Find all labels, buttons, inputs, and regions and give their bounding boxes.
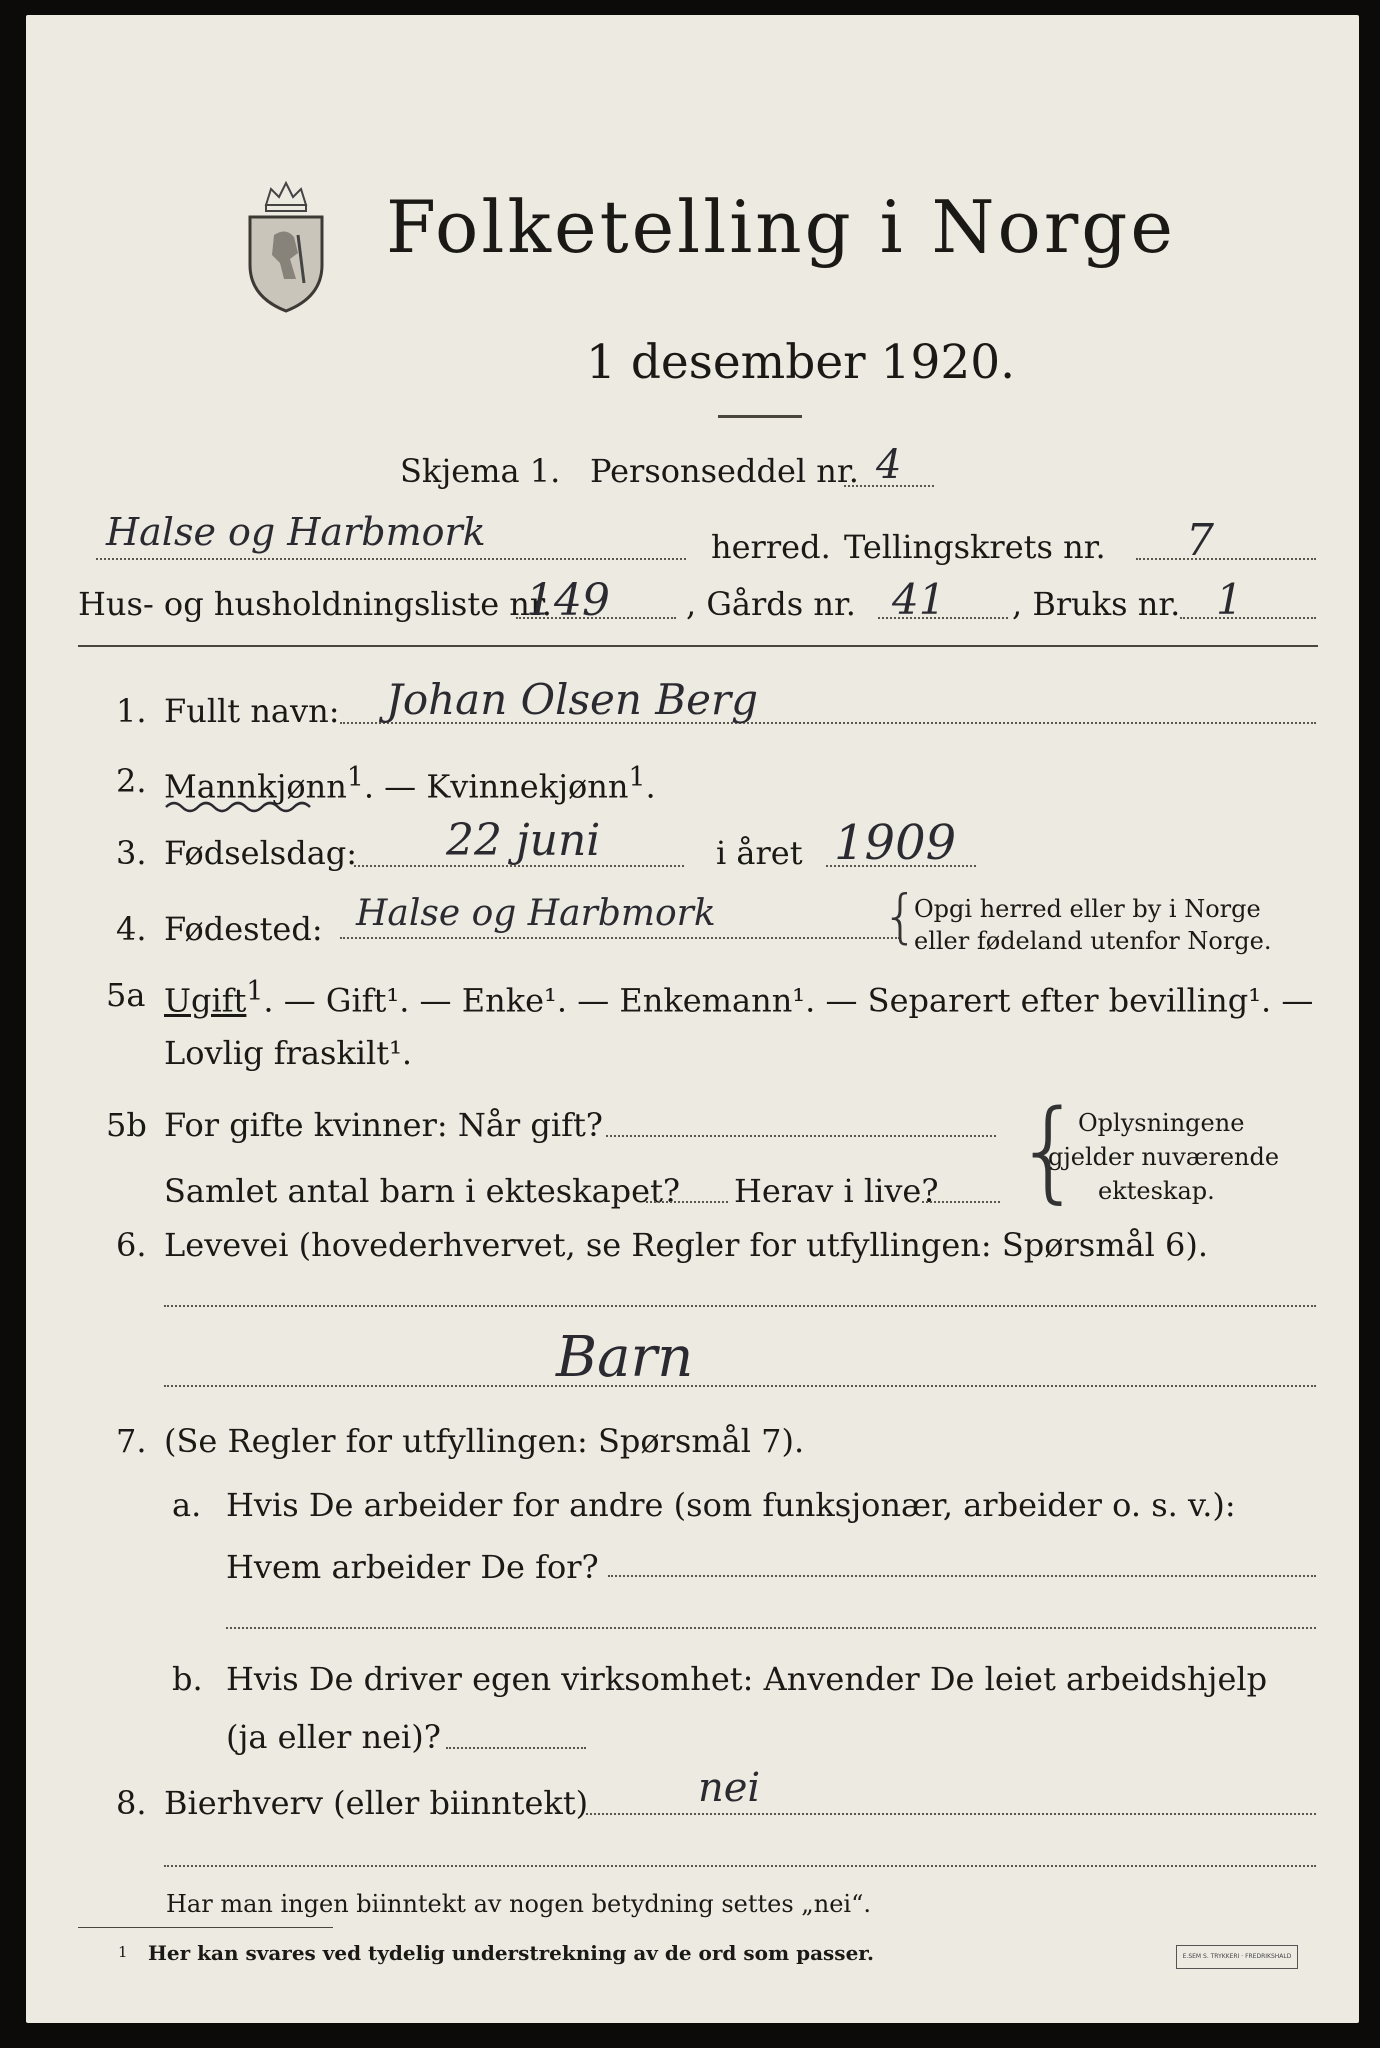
herred-value: Halse og Harbmork [106, 510, 486, 554]
footnote-rule [78, 1927, 333, 1928]
gender-separator: . — [363, 767, 417, 806]
year-label: i året [716, 834, 803, 872]
q5a-line2: Lovlig fraskilt¹. [164, 1034, 413, 1072]
title-divider [718, 415, 802, 418]
personseddel-value: 4 [876, 442, 902, 488]
q3-label: Fødselsdag: [164, 834, 358, 872]
nei-instruction: Har man ingen biinntekt av nogen betydning settes „nei“. [166, 1890, 871, 1918]
herred-label: herred. [711, 528, 831, 566]
birthday-value: 22 juni [446, 815, 601, 866]
q3-number: 3. [116, 834, 147, 872]
q6-line1 [164, 1305, 1316, 1307]
census-date: 1 desember 1920. [586, 335, 1016, 390]
q5b-note-line3: ekteskap. [1098, 1177, 1215, 1205]
tellingskrets-label: Tellingskrets nr. [844, 528, 1106, 566]
q1-number: 1. [116, 692, 147, 730]
bruks-line [1180, 617, 1316, 619]
q7b-line1: Hvis De driver egen virksomhet: Anvender De leiet arbeidshjelp [226, 1660, 1268, 1698]
gender-male: Mannkjønn [164, 767, 347, 806]
q6-line2 [164, 1385, 1316, 1387]
q8-line2 [164, 1865, 1316, 1867]
norwegian-coat-of-arms-icon [236, 175, 336, 315]
q7-number: 7. [116, 1422, 147, 1460]
gender-female: Kvinnekjønn [426, 767, 629, 806]
marital-unmarried: Ugift [164, 981, 247, 1020]
q5b-living-line [922, 1201, 1000, 1203]
hus-value: 149 [526, 575, 610, 626]
full-name-value: Johan Olsen Berg [386, 675, 758, 724]
q5b-note-line1: Oplysningene [1078, 1109, 1245, 1137]
occupation-value: Barn [556, 1325, 694, 1390]
footnote-mark: 1 [118, 1943, 128, 1961]
q5b-children-line [646, 1201, 728, 1203]
q4-line [340, 937, 900, 939]
bruks-label: , Bruks nr. [1012, 585, 1181, 623]
q5a-marital-options: Ugift$^1$. — Gift¹. — Enke¹. — Enkemann¹. — Separert efter bevilling¹. — [164, 976, 1314, 1020]
q4-note-line1: Opgi herred eller by i Norge [914, 895, 1261, 923]
printer-stamp: E.SEM S. TRYKKERI · FREDRIKSHALD [1176, 1945, 1298, 1969]
q8-label: Bierhverv (eller biinntekt) [164, 1784, 589, 1822]
gards-label: , Gårds nr. [686, 585, 856, 623]
footnote-text: Her kan svares ved tydelig understrekning av de ord som passer. [148, 1941, 874, 1965]
q7b-answer-line [446, 1747, 586, 1749]
q7-label: (Se Regler for utfyllingen: Spørsmål 7). [164, 1422, 805, 1460]
birthplace-value: Halse og Harbmork [356, 893, 716, 934]
census-form-sheet [26, 15, 1359, 2023]
tellingskrets-line [1136, 558, 1316, 560]
q2-number: 2. [116, 762, 147, 800]
gender-end: . [645, 767, 656, 806]
birth-year-value: 1909 [834, 815, 957, 871]
q8-line [586, 1813, 1316, 1815]
q2-gender-options: Mannkjønn$^1$. — Kvinnekjønn$^1$. [164, 762, 656, 806]
q7a-letter: a. [172, 1486, 202, 1524]
marital-other-options: . — Gift¹. — Enke¹. — Enkemann¹. — Separert efter bevilling¹. — [263, 981, 1314, 1020]
q7a-answer-line2 [226, 1627, 1316, 1629]
q4-number: 4. [116, 910, 147, 948]
q5b-number: 5b [106, 1106, 147, 1144]
gards-value: 41 [892, 575, 946, 624]
personseddel-label: Personseddel nr. [590, 452, 859, 490]
q5b-living: Herav i live? [734, 1172, 939, 1210]
header-rule [78, 645, 1318, 647]
q5b-when-married: For gifte kvinner: Når gift? [164, 1106, 603, 1144]
q7a-line2: Hvem arbeider De for? [226, 1548, 599, 1586]
bruks-value: 1 [1216, 575, 1243, 624]
q6-label: Levevei (hovederhvervet, se Regler for utfyllingen: Spørsmål 6). [164, 1226, 1209, 1264]
herred-line [96, 558, 686, 560]
q4-label: Fødested: [164, 910, 323, 948]
q6-number: 6. [116, 1226, 147, 1264]
q5a-number: 5a [106, 976, 146, 1014]
tellingskrets-value: 7 [1186, 515, 1214, 566]
q4-brace: { [882, 882, 919, 950]
q5b-children-total: Samlet antal barn i ekteskapet? [164, 1172, 681, 1210]
q7b-letter: b. [172, 1660, 203, 1698]
q5b-brace: { [1014, 1086, 1084, 1214]
schema-label: Skjema 1. [400, 452, 561, 490]
q5b-when-line [606, 1135, 996, 1137]
male-underline-mark [164, 797, 314, 813]
q1-label: Fullt navn: [164, 692, 340, 730]
q8-number: 8. [116, 1784, 147, 1822]
q4-note-line2: eller fødeland utenfor Norge. [914, 927, 1272, 955]
q5b-note-line2: gjelder nuværende [1048, 1143, 1280, 1171]
q7a-answer-line [608, 1575, 1316, 1577]
hus-label: Hus- og husholdningsliste nr. [78, 585, 552, 623]
secondary-income-value: nei [698, 1765, 761, 1811]
q7b-line2: (ja eller nei)? [226, 1718, 441, 1756]
form-title: Folketelling i Norge [386, 185, 1176, 269]
q7a-line1: Hvis De arbeider for andre (som funksjonær, arbeider o. s. v.): [226, 1486, 1236, 1524]
